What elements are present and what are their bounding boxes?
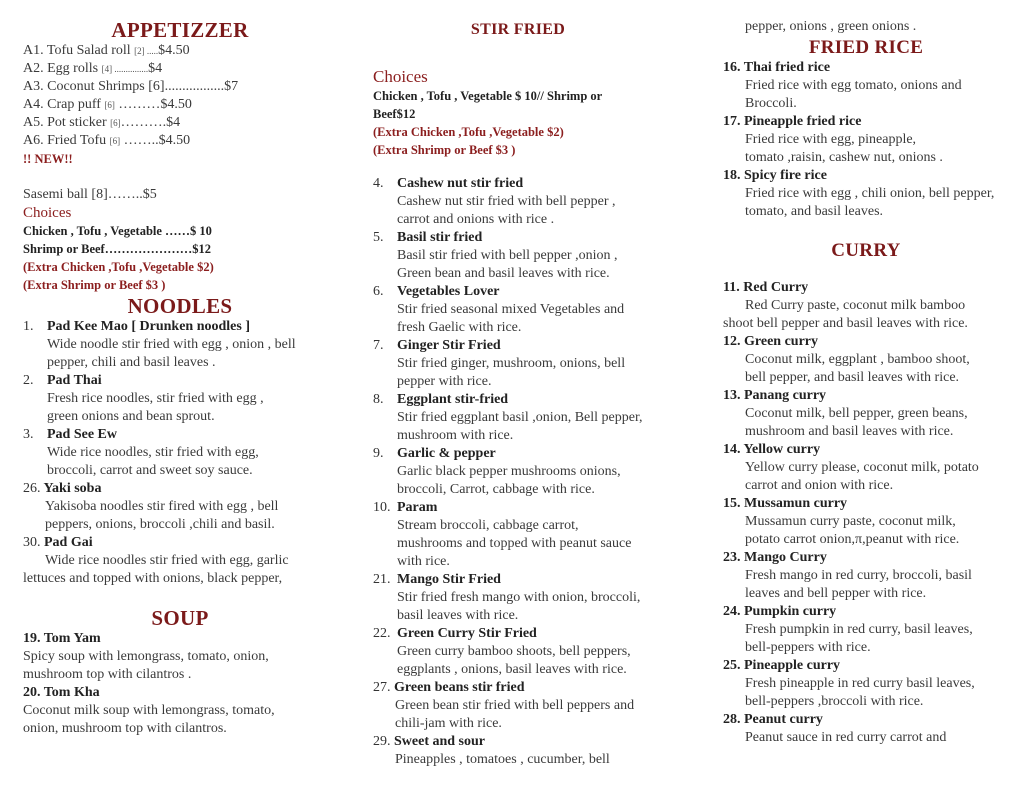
item-name: Thai fried rice [743, 60, 831, 75]
item-name: Pineapple curry [744, 658, 841, 673]
item-code: A6. [23, 133, 44, 148]
item-description: broccoli, Carrot, cabbage with rice. [397, 482, 595, 497]
item-name: Coconut Shrimps [6] [47, 79, 165, 94]
item-name: Crap puff [47, 97, 105, 112]
item-description: Fried rice with egg , chili onion, bell pepper, [745, 186, 995, 201]
item-description: Stir fried eggplant basil ,onion, Bell pepper, [397, 410, 643, 425]
item-description: Yakisoba noodles stir fired with egg , bell [45, 499, 279, 514]
extra-line: (Extra Chicken ,Tofu ,Vegetable $2) [373, 125, 564, 139]
item-price: $4.50 [158, 43, 190, 58]
item-description: eggplants , onions, basil leaves with rice. [397, 662, 627, 677]
menu-item [373, 229, 673, 283]
menu-item [373, 283, 673, 337]
item-description: tomato, and basil leaves. [745, 204, 884, 219]
item-description: lettuces and topped with onions, black pepper, [23, 571, 283, 586]
item-description: Green bean and basil leaves with rice. [397, 266, 610, 281]
item-leader: ………. [120, 115, 167, 130]
item-price: $4 [166, 115, 181, 130]
menu-item [23, 480, 343, 534]
item-description: Spicy soup with lemongrass, tomato, onion, [23, 649, 269, 664]
menu-item [723, 59, 1023, 113]
item-name: Vegetables Lover [397, 284, 500, 299]
item-description: carrot and onion with rice. [745, 478, 894, 493]
item-description: Cashew nut stir fried with bell pepper , [397, 194, 616, 209]
item-description: Coconut milk soup with lemongrass, tomato, [23, 703, 275, 718]
item-description: carrot and onions with rice . [397, 212, 555, 227]
item-name: Cashew nut stir fried [397, 176, 524, 191]
appetizer-item [23, 114, 343, 132]
item-name: Sweet and sour [394, 734, 486, 749]
item-number: 10. [373, 500, 391, 515]
menu-item [723, 113, 1023, 167]
item-description: Fresh pumpkin in red curry, basil leaves, [745, 622, 973, 637]
appetizer-item [23, 132, 343, 150]
item-description: pepper, chili and basil leaves . [47, 355, 216, 370]
item-name: Red Curry [743, 280, 809, 295]
menu-item [373, 499, 673, 571]
appetizer-item [23, 60, 343, 78]
choices-line: Chicken , Tofu , Vegetable ……$ 10 [23, 224, 212, 238]
item-name: Pad Kee Mao [ Drunken noodles ] [47, 319, 250, 334]
menu-item [373, 391, 673, 445]
item-description: Coconut milk, bell pepper, green beans, [745, 406, 968, 421]
item-description: basil leaves with rice. [397, 608, 519, 623]
item-number: 12. [723, 334, 741, 349]
item-name: Green Curry Stir Fried [397, 626, 537, 641]
appetizer-item [23, 42, 343, 60]
item-description: mushroom and basil leaves with rice. [745, 424, 954, 439]
item-name: Ginger Stir Fried [397, 338, 501, 353]
menu-item [373, 175, 673, 229]
menu-item [723, 333, 1023, 387]
item-price: $4 [148, 61, 163, 76]
item-description: Basil stir fried with bell pepper ,onion , [397, 248, 618, 263]
item-description: Broccoli. [745, 96, 797, 111]
item-description: Yellow curry please, coconut milk, potato [745, 460, 979, 475]
item-name: Fried Tofu [47, 133, 110, 148]
item-description: Mussamun curry paste, coconut milk, [745, 514, 956, 529]
item-name: Pot sticker [47, 115, 111, 130]
item-description: Green curry bamboo shoots, bell peppers, [397, 644, 631, 659]
menu-item [723, 495, 1023, 549]
item-description: broccoli, carrot and sweet soy sauce. [47, 463, 253, 478]
fried-rice-heading: FRIED RICE [808, 37, 924, 58]
item-number: 16. [723, 60, 741, 75]
item-description: Peanut sauce in red curry carrot and [745, 730, 947, 745]
item-description: green onions and bean sprout. [47, 409, 215, 424]
item-name: Peanut curry [744, 712, 823, 727]
item-description: shoot bell pepper and basil leaves with rice. [723, 316, 968, 331]
menu-item [23, 426, 343, 480]
item-number: 2. [23, 373, 34, 388]
item-description: Wide noodle stir fried with egg , onion , bell [47, 337, 296, 352]
menu-item [373, 625, 673, 679]
item-description: leaves and bell pepper with rice. [745, 586, 927, 601]
new-item-sasemi-ball: Sasemi ball [8]……..$5 [23, 187, 157, 202]
extra-line: (Extra Shrimp or Beef $3 ) [23, 278, 166, 292]
item-number: 21. [373, 572, 391, 587]
item-description: Fried rice with egg, pineapple, [745, 132, 917, 147]
item-description: pepper with rice. [397, 374, 492, 389]
item-number: 30. [23, 535, 41, 550]
item-description: peppers, onions, broccoli ,chili and basil. [45, 517, 275, 532]
choices-label: Choices [23, 205, 72, 221]
item-number: 29. [373, 734, 391, 749]
item-description: onion, mushroom top with cilantros. [23, 721, 227, 736]
extra-line: (Extra Chicken ,Tofu ,Vegetable $2) [23, 260, 214, 274]
item-description: Stir fried seasonal mixed Vegetables and [397, 302, 625, 317]
item-number: 7. [373, 338, 384, 353]
item-number: 4. [373, 176, 384, 191]
menu-item [23, 630, 343, 684]
soup-heading: SOUP [151, 606, 209, 630]
menu-item [723, 441, 1023, 495]
item-name: Mango Curry [744, 550, 827, 565]
item-name: Yellow curry [743, 442, 821, 457]
item-number: 27. [373, 680, 391, 695]
stir-fried-heading: STIR FRIED [470, 21, 566, 38]
soup-list [23, 630, 343, 738]
menu-item [373, 733, 673, 769]
item-qty: [6] [110, 118, 121, 128]
right-column [723, 0, 1023, 747]
item-number: 15. [723, 496, 741, 511]
appetizer-heading: APPETIZZER [111, 18, 249, 42]
item-number: 20. [23, 685, 41, 700]
menu-item [723, 603, 1023, 657]
item-description: Stream broccoli, cabbage carrot, [397, 518, 579, 533]
item-number: 3. [23, 427, 34, 442]
item-code: A4. [23, 97, 44, 112]
item-number: 25. [723, 658, 741, 673]
item-description: Green bean stir fried with bell peppers and [395, 698, 635, 713]
item-number: 9. [373, 446, 384, 461]
menu-item [723, 387, 1023, 441]
item-number: 18. [723, 168, 741, 183]
item-number: 5. [373, 230, 384, 245]
choices-line: Shrimp or Beef…………………$12 [23, 242, 211, 256]
noodles-heading: NOODLES [127, 294, 233, 318]
item-number: 28. [723, 712, 741, 727]
item-number: 6. [373, 284, 384, 299]
menu-item [23, 372, 343, 426]
item-description: chili-jam with rice. [395, 716, 502, 731]
item-price: $4.50 [160, 97, 192, 112]
item-description: Fresh pineapple in red curry basil leaves, [745, 676, 975, 691]
item-name: Basil stir fried [397, 230, 483, 245]
appetizer-item [23, 96, 343, 114]
item-leader: ................. [164, 79, 225, 94]
item-name: Green curry [744, 334, 818, 349]
item-code: A2. [23, 61, 44, 76]
item-number: 14. [723, 442, 741, 457]
item-description: Coconut milk, eggplant , bamboo shoot, [745, 352, 970, 367]
noodles-list [23, 318, 343, 588]
item-description: bell-peppers ,broccoli with rice. [745, 694, 924, 709]
item-code: A5. [23, 115, 44, 130]
item-description: with rice. [397, 554, 450, 569]
item-leader: ……… [114, 97, 161, 112]
item-description: Red Curry paste, coconut milk bamboo [745, 298, 966, 313]
item-number: 23. [723, 550, 741, 565]
curry-list [723, 279, 1023, 747]
item-name: Spicy fire rice [744, 168, 827, 183]
choices-label: Choices [373, 67, 428, 86]
item-leader: ............... [112, 64, 149, 74]
choices-line: Chicken , Tofu , Vegetable $ 10// Shrimp or [373, 89, 603, 103]
appetizer-item [23, 78, 343, 96]
item-description: mushroom top with cilantros . [23, 667, 192, 682]
item-description: fresh Gaelic with rice. [397, 320, 522, 335]
item-description: Garlic black pepper mushrooms onions, [397, 464, 621, 479]
item-description: Pineapples , tomatoes , cucumber, bell [395, 752, 610, 767]
item-qty: [6] [104, 100, 115, 110]
item-number: 17. [723, 114, 741, 129]
menu-item [23, 684, 343, 738]
item-name: Garlic & pepper [397, 446, 496, 461]
item-description: bell-peppers with rice. [745, 640, 871, 655]
middle-column [373, 0, 673, 769]
item-qty: [2] [134, 46, 145, 56]
item-number: 1. [23, 319, 34, 334]
item-description: mushroom with rice. [397, 428, 514, 443]
item-description: Stir fried ginger, mushroom, onions, bell [397, 356, 626, 371]
menu-item [373, 337, 673, 391]
item-name: Pineapple fried rice [744, 114, 862, 129]
item-number: 11. [723, 280, 740, 295]
item-number: 19. [23, 631, 41, 646]
item-name: Pumpkin curry [744, 604, 837, 619]
choices-line: Beef$12 [373, 107, 416, 121]
menu-item [723, 167, 1023, 221]
item-description: Fresh rice noodles, stir fried with egg , [47, 391, 264, 406]
item-leader: …….. [120, 133, 159, 148]
item-description: Stir fried fresh mango with onion, broccoli, [397, 590, 641, 605]
fried-rice-list [723, 59, 1023, 221]
item-description: Fresh mango in red curry, broccoli, basil [745, 568, 972, 583]
item-qty: [4] [101, 64, 113, 74]
item-description: bell pepper, and basil leaves with rice. [745, 370, 960, 385]
item-name: Mussamun curry [744, 496, 848, 511]
stir-fried-list [373, 175, 673, 769]
appetizer-list [23, 42, 343, 168]
item-description: tomato ,raisin, cashew nut, onions . [745, 150, 943, 165]
item-description-continued: pepper, onions , green onions . [745, 19, 917, 34]
item-name: Tofu Salad roll [46, 43, 131, 58]
menu-item [373, 445, 673, 499]
item-qty: [6] [109, 136, 121, 146]
menu-item [723, 711, 1023, 747]
item-number: 26. [23, 481, 41, 496]
menu-item [23, 534, 343, 588]
item-code: A1. [23, 43, 44, 58]
menu-item [23, 318, 343, 372]
item-code: A3. [23, 79, 44, 94]
item-description: potato carrot onion,π,peanut with rice. [745, 532, 960, 547]
item-description: Fried rice with egg tomato, onions and [745, 78, 962, 93]
item-leader: ..... [144, 46, 159, 56]
menu-item [373, 571, 673, 625]
item-name: Egg rolls [47, 61, 99, 76]
item-number: 24. [723, 604, 741, 619]
item-price: $4.50 [158, 133, 191, 148]
item-name: Mango Stir Fried [397, 572, 501, 587]
item-name: Yaki soba [43, 481, 102, 496]
item-name: Tom Kha [43, 685, 100, 700]
item-price: $7 [224, 79, 239, 94]
item-name: Pad Thai [47, 373, 102, 388]
item-description: Wide rice noodles, stir fried with egg, [47, 445, 259, 460]
menu-item [723, 549, 1023, 603]
item-number: 8. [373, 392, 384, 407]
item-name: Eggplant stir-fried [397, 392, 509, 407]
menu-item [723, 279, 1023, 333]
item-name: Green beans stir fried [394, 680, 525, 695]
new-badge: !! NEW!! [23, 152, 73, 166]
curry-heading: CURRY [831, 240, 901, 261]
item-number: 13. [723, 388, 741, 403]
menu-item [373, 679, 673, 733]
item-name: Pad See Ew [47, 427, 117, 442]
item-name: Param [397, 500, 438, 515]
item-description: mushrooms and topped with peanut sauce [397, 536, 632, 551]
item-description: Wide rice noodles stir fried with egg, garlic [45, 553, 289, 568]
left-column [23, 0, 343, 738]
item-name: Tom Yam [43, 631, 101, 646]
item-number: 22. [373, 626, 391, 641]
menu-item [723, 657, 1023, 711]
extra-line: (Extra Shrimp or Beef $3 ) [373, 143, 516, 157]
item-name: Pad Gai [44, 535, 93, 550]
item-name: Panang curry [744, 388, 827, 403]
